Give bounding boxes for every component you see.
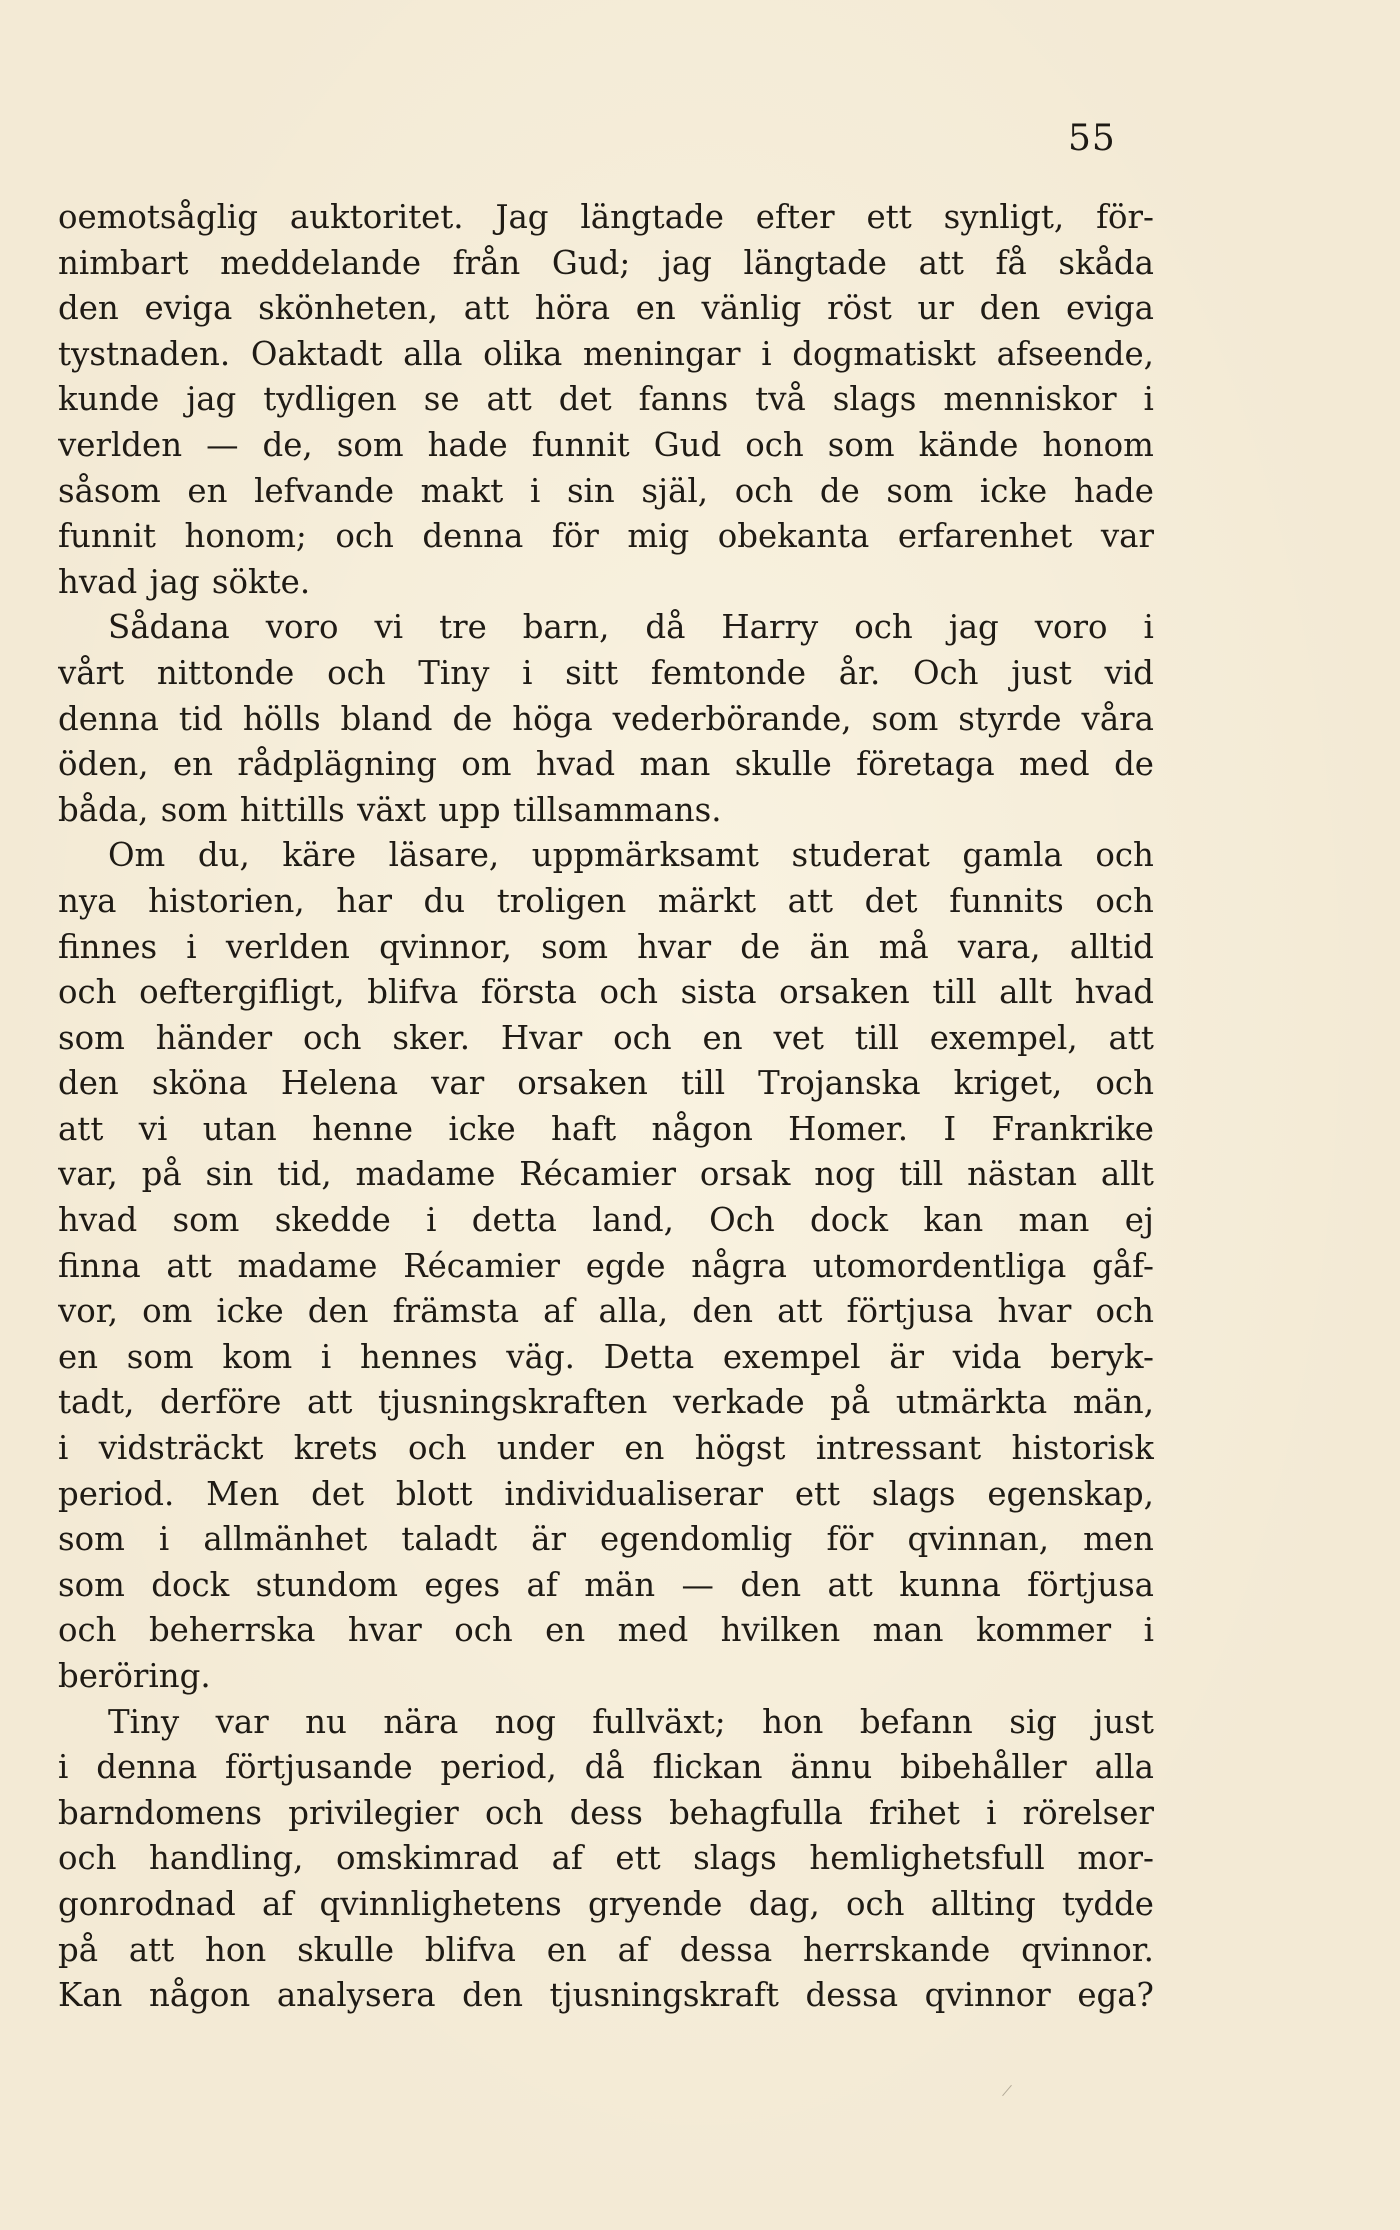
text-line: och oeftergifligt, blifva första och sista orsaken till allt hvad (58, 973, 1154, 1012)
text-line: i denna förtjusande period, då flickan ännu bibehåller alla (58, 1748, 1154, 1787)
text-line: en som kom i hennes väg. Detta exempel är vida beryk- (58, 1337, 1154, 1376)
text-line: denna tid hölls bland de höga vederbörande, som styrde våra (58, 699, 1154, 738)
text-line: finna att madame Récamier egde några utomordentliga gåf- (58, 1246, 1154, 1285)
text-line: Kan någon analysera den tjusningskraft dessa qvinnor ega? (58, 1976, 1154, 2015)
text-line: och beherrska hvar och en med hvilken man kommer i (58, 1611, 1154, 1650)
text-line: Sådana voro vi tre barn, då Harry och jag voro i (108, 608, 1154, 647)
text-line: som händer och sker. Hvar och en vet till exempel, att (58, 1018, 1154, 1057)
text-line: verlden — de, som hade funnit Gud och som kände honom (58, 425, 1154, 464)
text-line: den eviga skönheten, att höra en vänlig röst ur den eviga (58, 289, 1154, 328)
text-line: funnit honom; och denna för mig obekanta erfarenhet var (58, 517, 1154, 556)
text-line: vor, om icke den främsta af alla, den att förtjusa hvar och (58, 1292, 1154, 1331)
text-line: att vi utan henne icke haft någon Homer. I Frankrike (58, 1109, 1154, 1148)
text-line: period. Men det blott individualiserar ett slags egenskap, (58, 1474, 1154, 1513)
text-line: hvad jag sökte. (58, 562, 311, 601)
text-line: båda, som hittills växt upp tillsammans. (58, 790, 722, 829)
text-line: tystnaden. Oaktadt alla olika meningar i dogmatiskt afseende, (58, 334, 1154, 373)
text-line: som i allmänhet taladt är egendomlig för qvinnan, men (58, 1520, 1154, 1559)
text-line: hvad som skedde i detta land, Och dock kan man ej (58, 1201, 1154, 1240)
text-line: Tiny var nu nära nog fullväxt; hon befann sig just (108, 1702, 1154, 1741)
body-text (58, 195, 1154, 2019)
text-line: i vidsträckt krets och under en högst intressant historisk (58, 1429, 1154, 1468)
text-line: beröring. (58, 1657, 211, 1695)
text-line: kunde jag tydligen se att det fanns två slags menniskor i (58, 380, 1154, 419)
text-line: var, på sin tid, madame Récamier orsak nog till nästan allt (58, 1155, 1154, 1194)
text-line: öden, en rådplägning om hvad man skulle företaga med de (58, 745, 1154, 784)
text-line: finnes i verlden qvinnor, som hvar de än må vara, alltid (58, 927, 1154, 966)
stray-ink-mark (1002, 2085, 1012, 2096)
text-line: vårt nittonde och Tiny i sitt femtonde år. Och just vid (58, 653, 1154, 692)
page-number: 55 (1068, 118, 1116, 159)
text-line: såsom en lefvande makt i sin själ, och de som icke hade (58, 471, 1154, 510)
text-line: barndomens privilegier och dess behagfulla frihet i rörelser (58, 1793, 1154, 1832)
text-line: och handling, omskimrad af ett slags hemlighetsfull mor- (58, 1839, 1154, 1878)
text-line: nya historien, har du troligen märkt att det funnits och (58, 881, 1154, 920)
text-line: den sköna Helena var orsaken till Trojanska kriget, och (58, 1064, 1154, 1103)
text-line: oemotsåglig auktoritet. Jag längtade efter ett synligt, för- (58, 198, 1154, 236)
text-line: Om du, käre läsare, uppmärksamt studerat gamla och (108, 836, 1154, 875)
text-line: som dock stundom eges af män — den att kunna förtjusa (58, 1565, 1154, 1604)
text-line: gonrodnad af qvinnlighetens gryende dag, och allting tydde (58, 1884, 1154, 1923)
text-line: nimbart meddelande från Gud; jag längtade att få skåda (58, 243, 1154, 282)
text-line: tadt, derföre att tjusningskraften verkade på utmärkta män, (58, 1383, 1154, 1422)
text-line: på att hon skulle blifva en af dessa herrskande qvinnor. (58, 1930, 1154, 1969)
